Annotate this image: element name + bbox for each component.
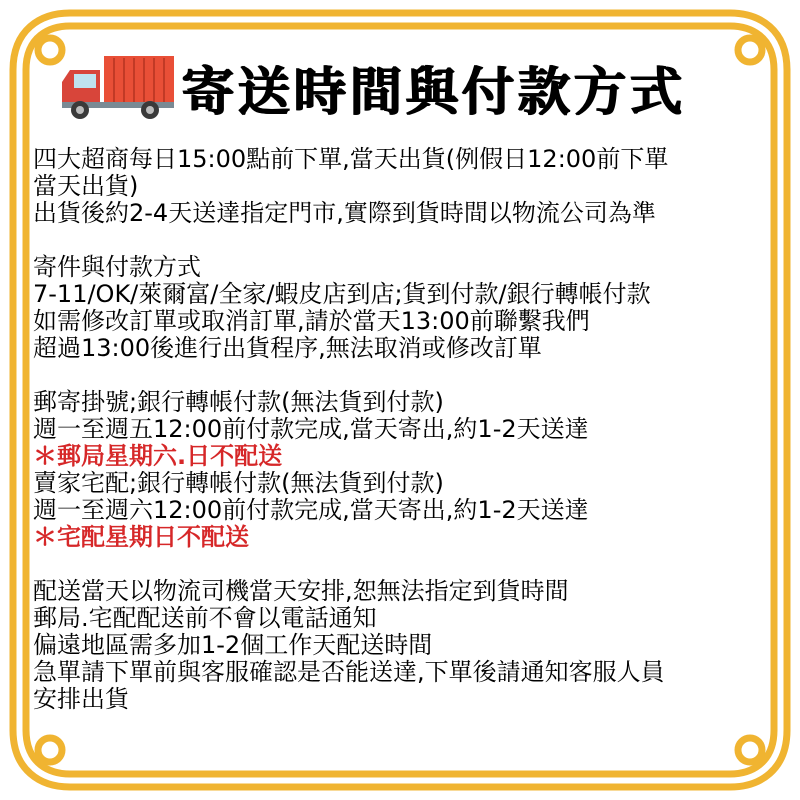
home-delivery-warning: ＊宅配星期日不配送 [33, 523, 249, 551]
page-title: 寄送時間與付款方式 [182, 62, 687, 123]
home-delivery-heading: 賣家宅配;銀行轉帳付款(無法貨到付款) [33, 469, 444, 497]
header [58, 48, 758, 126]
post-warning: ＊郵局星期六.日不配送 [33, 442, 283, 470]
store-pickup-heading: 寄件與付款方式 [33, 253, 201, 281]
notes-line-5: 安排出貨 [33, 685, 129, 713]
schedule-line-2: 當天出貨) [33, 172, 139, 200]
spacer [33, 362, 778, 389]
notes-line-1: 配送當天以物流司機當天安排,恕無法指定到貨時間 [33, 577, 569, 605]
home-delivery-line-1: 週一至週六12:00前付款完成,當天寄出,約1-2天送達 [33, 496, 589, 524]
post-heading: 郵寄掛號;銀行轉帳付款(無法貨到付款) [33, 388, 444, 416]
spacer [33, 227, 778, 254]
notes-line-3: 偏遠地區需多加1-2個工作天配送時間 [33, 631, 433, 659]
store-pickup-line-3: 超過13:00後進行出貨程序,無法取消或修改訂單 [33, 334, 542, 362]
shipping-details [33, 146, 778, 713]
spacer [33, 551, 778, 578]
truck-icon [58, 52, 176, 122]
store-pickup-line-2: 如需修改訂單或取消訂單,請於當天13:00前聯繫我們 [33, 307, 590, 335]
notes-line-4: 急單請下單前與客服確認是否能送達,下單後請通知客服人員 [33, 658, 665, 686]
schedule-line-3: 出貨後約2-4天送達指定門市,實際到貨時間以物流公司為準 [33, 199, 656, 227]
schedule-line-1: 四大超商每日15:00點前下單,當天出貨(例假日12:00前下單 [33, 145, 669, 173]
store-pickup-line-1: 7-11/OK/萊爾富/全家/蝦皮店到店;貨到付款/銀行轉帳付款 [33, 280, 651, 308]
notes-line-2: 郵局.宅配配送前不會以電話通知 [33, 604, 377, 632]
post-line-1: 週一至週五12:00前付款完成,當天寄出,約1-2天送達 [33, 415, 589, 443]
